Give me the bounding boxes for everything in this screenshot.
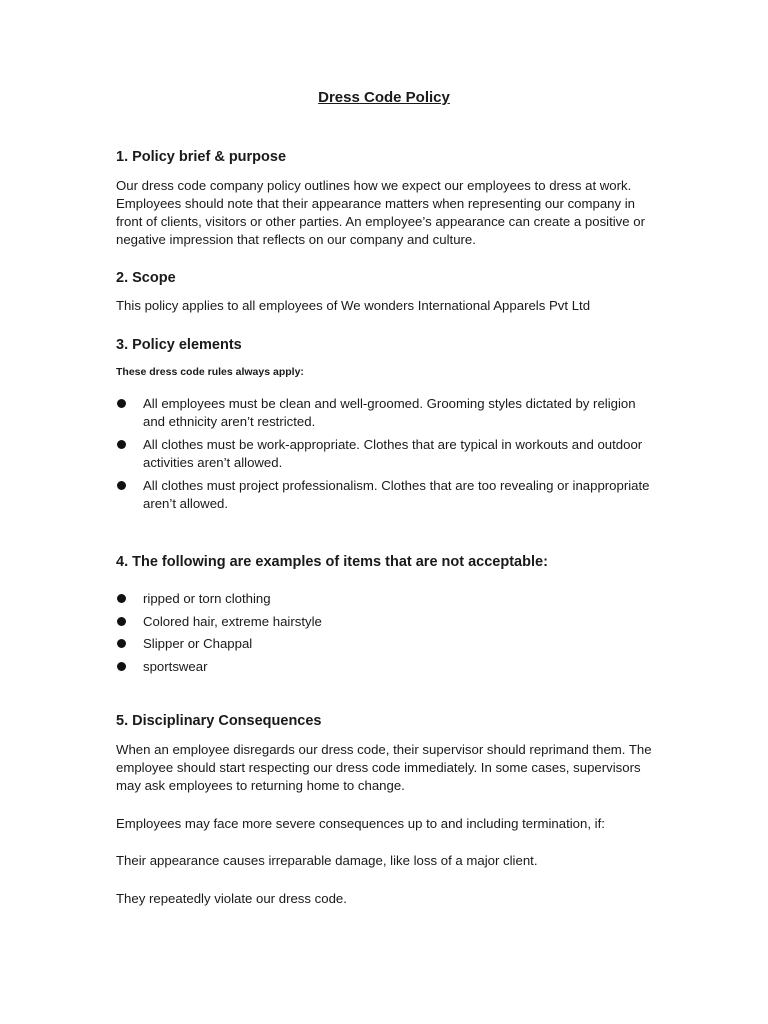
section-not-acceptable (116, 553, 676, 680)
section-purpose (116, 148, 656, 249)
list-item (116, 590, 676, 608)
bullet-icon (117, 440, 126, 449)
section-heading-consequences: 5. Disciplinary Consequences (116, 713, 322, 729)
section-heading-purpose: 1. Policy brief & purpose (116, 149, 287, 165)
list-item (116, 395, 656, 431)
list-item-text: Colored hair, extreme hairstyle (143, 613, 322, 629)
bullet-icon (117, 617, 126, 626)
section-consequences (116, 712, 656, 908)
document-title: Dress Code Policy (318, 89, 450, 106)
list-item (116, 613, 676, 631)
list-item-text: All clothes must be work-appropriate. Clothes that are typical in workouts and outdoor activities aren’t allowed. (143, 437, 643, 470)
section-heading-not-acceptable: 4. The following are examples of items that are not acceptable: (116, 554, 548, 570)
list-item (116, 658, 676, 676)
list-item (116, 635, 676, 653)
section-heading-elements: 3. Policy elements (116, 337, 242, 353)
list-item (116, 477, 656, 513)
bullet-icon (117, 662, 126, 671)
section-scope (116, 269, 656, 315)
bullet-icon (117, 594, 126, 603)
section-elements (116, 336, 656, 518)
bullet-icon (117, 639, 126, 648)
section-heading-scope: 2. Scope (116, 270, 176, 286)
bullet-icon (117, 399, 126, 408)
consequences-paragraph-3: Their appearance causes irreparable damage, like loss of a major client. (116, 853, 538, 868)
bullet-icon (117, 481, 126, 490)
list-item-text: ripped or torn clothing (143, 591, 271, 606)
not-acceptable-list (116, 590, 676, 676)
consequences-paragraph-2: Employees may face more severe consequences up to and including termination, if: (116, 816, 605, 831)
rules-intro-note: These dress code rules always apply: (116, 366, 304, 378)
list-item-text: Slipper or Chappal (143, 636, 253, 652)
consequences-paragraph-4: They repeatedly violate our dress code. (116, 891, 347, 906)
rules-list (116, 395, 656, 513)
list-item-text: All employees must be clean and well-groomed. Grooming styles dictated by religion and ethnicity aren’t restricted. (143, 396, 636, 429)
section-body-purpose: Our dress code company policy outlines how we expect our employees to dress at work. Employees should note that their appearance matters when representing our company in front of clients, visitors or other parties. An employee’s appearance can create a positive or negative impression that reflects on our company and culture. (116, 178, 645, 247)
list-item-text: All clothes must project professionalism. Clothes that are too revealing or inappropriate aren’t allowed. (143, 478, 650, 511)
consequences-paragraph-1: When an employee disregards our dress code, their supervisor should reprimand them. The employee should start respecting our dress code immediately. In some cases, supervisors may ask employees to returning home to change. (116, 742, 652, 793)
list-item (116, 436, 656, 472)
section-body-scope: This policy applies to all employees of We wonders International Apparels Pvt Ltd (116, 298, 591, 313)
list-item-text: sportswear (143, 658, 208, 674)
